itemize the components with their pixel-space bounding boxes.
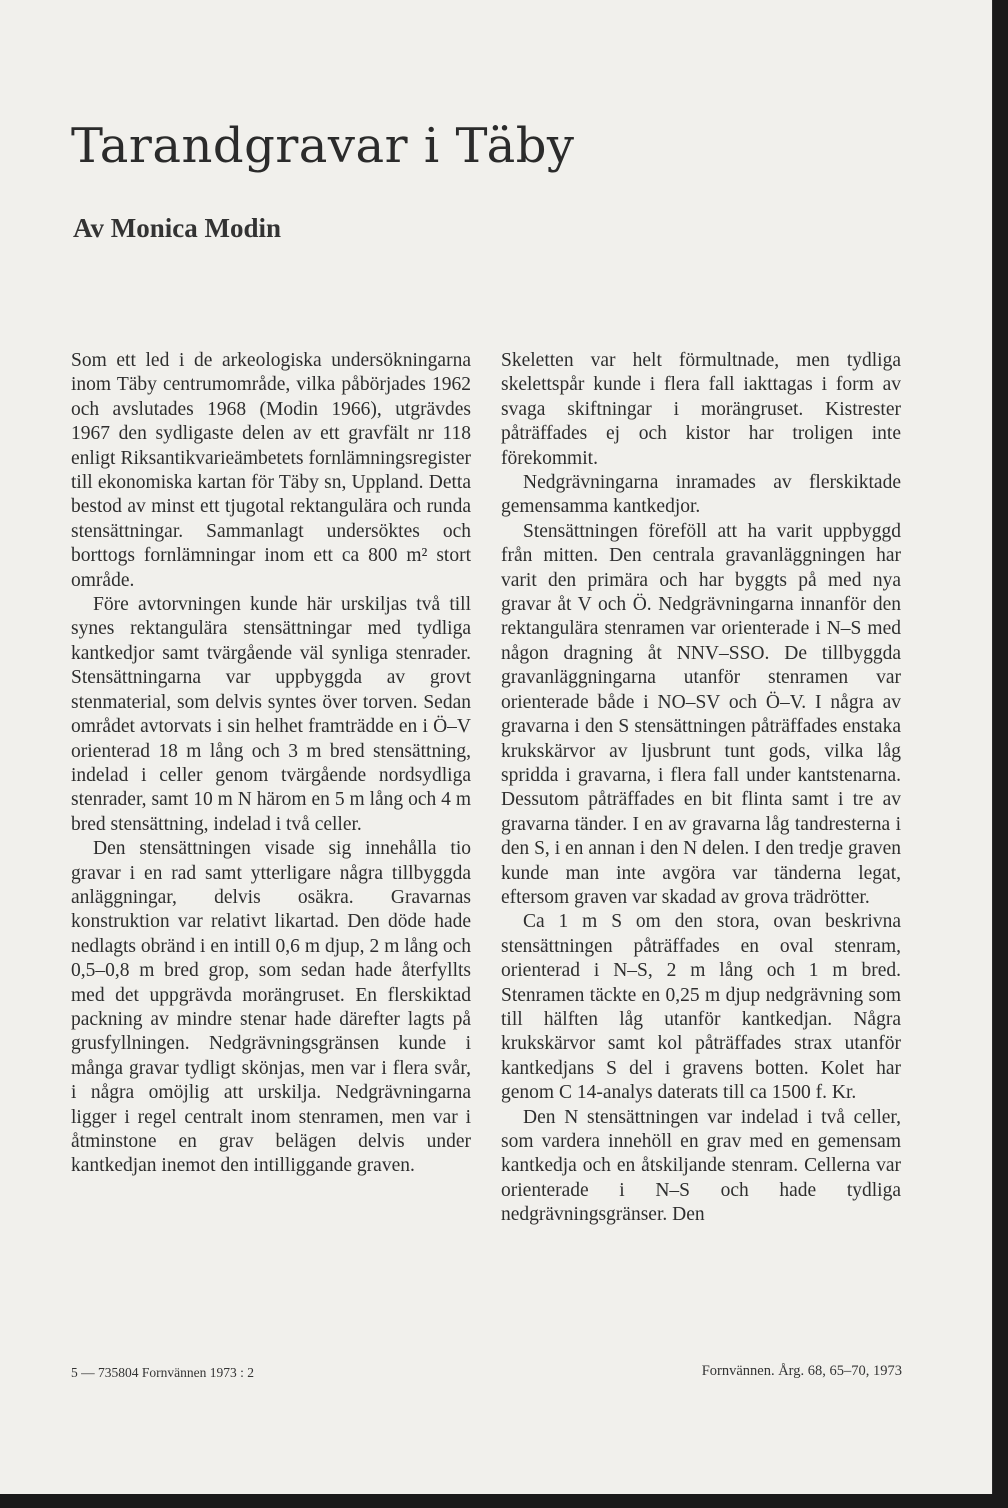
paragraph: Den stensättningen visade sig innehålla tio gravar i en rad samt ytterligare några tillbyggda anläggningar, delvis osäkra. Gravarnas konstruktion var relativt likartad. Den döde hade nedlagts obränd i en intill 0,6 m djup, 2 m lång och 0,5–0,8 m bred grop, som sedan hade återfyllts med det uppgrävda morängruset. En flerskiktad packning av mindre stenar hade därefter lagts på grusfyllningen. Nedgrävningsgränsen kunde i många gravar tydligt skönjas, men var i flera svår, i några omöjlig att urskilja. Nedgrävningarna ligger i regel centralt inom stenramen, men var i åtminstone en grav belägen delvis under kantkedjan inemot den intilliggande graven. <box>71 838 471 1177</box>
article-author: Av Monica Modin <box>73 213 281 243</box>
text-column-right <box>501 349 901 1228</box>
text-column-left <box>71 349 471 1179</box>
paragraph: Som ett led i de arkeologiska undersökningarna inom Täby centrumområde, vilka påbörjades 1962 och avslutades 1968 (Modin 1966), utgrävdes 1967 den sydligaste delen av ett gravfält nr 118 enligt Riksantikvarieämbetets fornlämningsregister till ekonomiska kartan för Täby sn, Uppland. Detta bestod av minst ett tjugotal rektangulära och runda stensättningar. Sammanlagt undersöktes och borttogs fornlämningar inom ett ca 800 m² stort område. <box>71 350 471 591</box>
paragraph: Före avtorvningen kunde här urskiljas två till synes rektangulära stensättningar med tydliga kantkedjor samt tvärgående väl synliga stenrader. Stensättningarna var uppbyggda av grovt stenmaterial, som delvis syntes över torven. Sedan området avtorvats i sin helhet framträdde en i Ö–V orienterad 18 m lång och 3 m bred stensättning, indelad i celler genom tvärgående nordsydliga stenrader, samt 10 m N härom en 5 m lång och 4 m bred stensättning, indelad i två celler. <box>71 594 471 835</box>
footer-citation: Fornvännen. Årg. 68, 65–70, 1973 <box>701 1363 902 1379</box>
article-title: Tarandgravar i Täby <box>71 118 575 174</box>
paragraph: Den N stensättningen var indelad i två celler, som vardera innehöll en grav med en gemensam kantkedja och en åtskiljande stenram. Cellerna var orienterade i N–S och hade tydliga nedgrävningsgränser. Den <box>501 1106 901 1226</box>
paragraph: Nedgrävningarna inramades av flerskiktade gemensamma kantkedjor. <box>501 472 901 518</box>
paragraph: Skeletten var helt förmultnade, men tydliga skelettspår kunde i flera fall iakttagas i form av svaga skiftningar i morängruset. Kistrester påträffades ej och kistor har troligen inte förekommit. <box>501 350 901 469</box>
paragraph: Stensättningen föreföll att ha varit uppbyggd från mitten. Den centrala gravanläggningen har varit den primära och har byggts på med nya gravar åt V och Ö. Nedgrävningarna innanför den rektangulära stenramen var orienterade i N–S med någon dragning åt NNV–SSO. De tillbyggda gravanläggningarna utanför stenramen var orienterade både i NO–SV och Ö–V. I några av gravarna i den S stensättningen påträffades enstaka krukskärvor av ljusbrunt tunt gods, vilka låg spridda i gravarna, i flera fall under kantstenarna. Dessutom påträffades en bit flinta samt i tre av gravarna tänder. I en av gravarna låg tandresterna i den S, i en annan i den N delen. I den tredje graven kunde man inte avgöra var tänderna legat, eftersom graven var skadad av grova trädrötter. <box>501 520 901 908</box>
paragraph: Ca 1 m S om den stora, ovan beskrivna stensättningen påträffades en oval stenram, orienterad i N–S, 2 m lång och 1 m bred. Stenramen täckte en 0,25 m djup nedgrävning som till hälften låg utanför kantkedjan. Några krukskärvor samt kol påträffades strax utanför kantkedjans S del i gravens botten. Kolet har genom C 14-analys daterats till ca 1500 f. Kr. <box>501 911 901 1104</box>
footer-print-code: 5 — 735804 Fornvännen 1973 : 2 <box>71 1365 254 1380</box>
